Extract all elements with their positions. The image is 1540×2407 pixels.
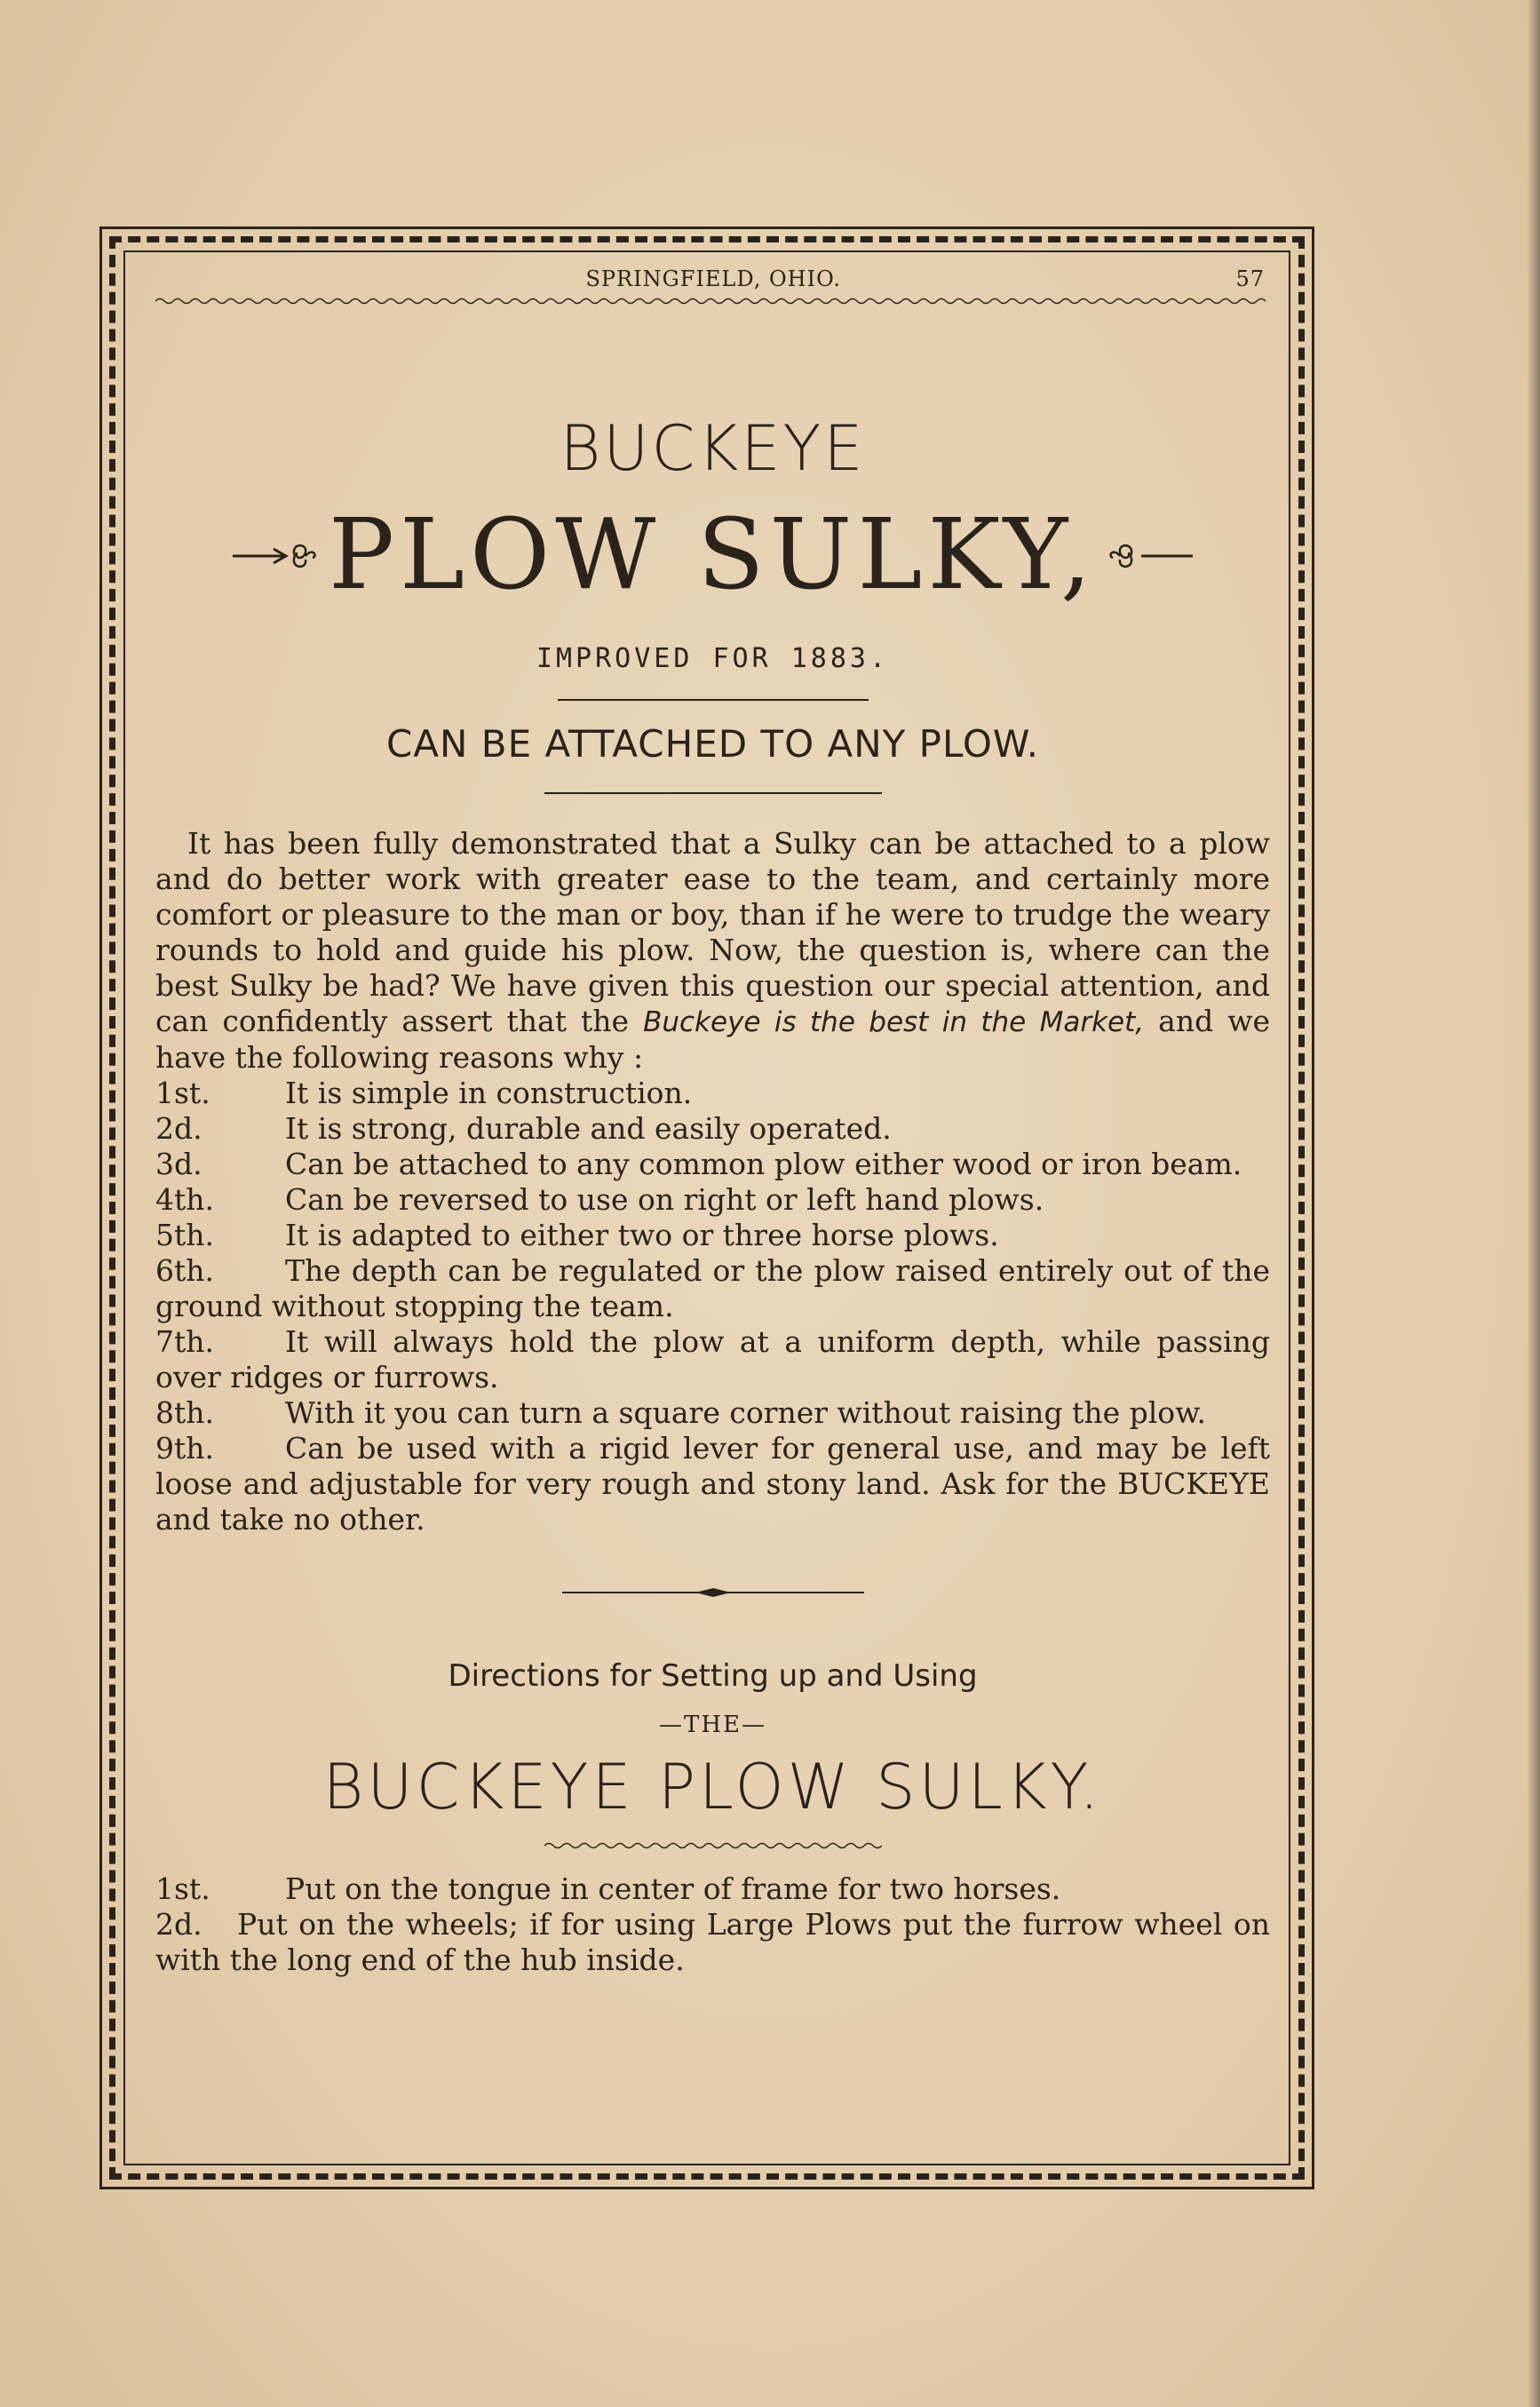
running-head-title: SPRINGFIELD, OHIO.	[585, 266, 841, 291]
list-item-text: Put on the tongue in center of frame for two horses.	[285, 1871, 1061, 1906]
list-item-text: Can be reversed to use on right or left hand plows.	[285, 1181, 1044, 1217]
attach-heading: CAN BE ATTACHED TO ANY PLOW.	[385, 722, 1039, 766]
list-item-text: It is strong, durable and easily operated.	[285, 1110, 892, 1146]
list-item-text: Put on the wheels; if for using Large Plows put the furrow wheel on with the long end of the hub inside.	[155, 1906, 1270, 1977]
product-title-text: PLOW SULKY,	[328, 497, 1097, 611]
list-item-number: 2d.	[155, 1110, 202, 1146]
list-item-text: With it you can turn a square corner without raising the plow.	[285, 1394, 1206, 1430]
page-edge	[1528, 0, 1540, 2407]
list-item-number: 2d.	[155, 1906, 202, 1942]
page-number: 57	[1235, 266, 1265, 291]
left-flourish-icon	[231, 536, 320, 572]
page-content	[155, 258, 1270, 1978]
wavy-rule	[155, 297, 1270, 306]
list-item	[155, 1218, 1270, 1253]
list-item	[155, 1871, 1270, 1907]
directions-title: BUCKEYE PLOW SULKY.	[322, 1750, 1103, 1823]
intro-emphasis: Buckeye is the best in the Market,	[643, 1005, 1145, 1038]
list-item-number: 1st.	[155, 1871, 210, 1906]
right-flourish-icon	[1106, 536, 1195, 572]
list-item-text: It is adapted to either two or three horse plows.	[285, 1217, 999, 1252]
intro-paragraph	[155, 826, 1270, 1076]
divider-rule	[558, 699, 869, 701]
list-item-number: 6th.	[155, 1252, 214, 1288]
list-item-number: 9th.	[155, 1430, 214, 1466]
list-item-text: The depth can be regulated or the plow raised entirely out of the ground without stopping the team.	[155, 1252, 1270, 1323]
body-text	[155, 826, 1270, 1537]
list-item-number: 8th.	[155, 1394, 214, 1430]
wavy-rule-small	[544, 1841, 882, 1850]
list-item	[155, 1431, 1270, 1537]
list-item	[155, 1907, 1270, 1978]
list-item	[155, 1076, 1270, 1111]
list-item	[155, 1182, 1270, 1218]
the-line: —THE—	[659, 1711, 766, 1738]
list-item-text: Can be used with a rigid lever for general use, and may be left loose and adjustable for very rough and stony land. Ask for the BUCKEYE and take no other.	[155, 1430, 1270, 1537]
intro-text: It has been fully demonstrated that a Sulky can be attached to a plow and do better work with greater ease to the team, and certainly more comfort or pleasure to the man or boy, than if he were to trudge the weary rounds to hold and guide his plow. Now, the question is, where can the best Sulky be had? We have given this question our special attention, and can confidently assert that the	[155, 825, 1270, 1038]
diamond-rule-icon	[562, 1587, 864, 1598]
list-item-text: Can be attached to any common plow either wood or iron beam.	[285, 1146, 1242, 1181]
list-item-text: It is simple in construction.	[285, 1075, 693, 1110]
list-item	[155, 1147, 1270, 1182]
list-item-text: It will always hold the plow at a uniform depth, while passing over ridges or furrows.	[155, 1323, 1270, 1394]
list-item-number: 7th.	[155, 1323, 214, 1359]
intro-text-end: and we have the following reasons why :	[155, 1003, 1271, 1075]
divider-rule-2	[544, 792, 882, 794]
list-item-number: 4th.	[155, 1181, 214, 1217]
improved-subtitle: IMPROVED FOR 1883.	[536, 643, 890, 674]
running-head	[155, 258, 1270, 297]
product-title	[155, 497, 1270, 611]
list-item	[155, 1324, 1270, 1395]
list-item-number: 3d.	[155, 1146, 202, 1181]
list-item	[155, 1111, 1270, 1147]
directions-heading: Directions for Setting up and Using	[448, 1657, 978, 1694]
list-item	[155, 1253, 1270, 1324]
list-item-number: 5th.	[155, 1217, 214, 1252]
list-item	[155, 1395, 1270, 1431]
directions-steps	[155, 1871, 1270, 1978]
brand-heading: BUCKEYE	[560, 412, 866, 485]
list-item-number: 1st.	[155, 1075, 210, 1110]
